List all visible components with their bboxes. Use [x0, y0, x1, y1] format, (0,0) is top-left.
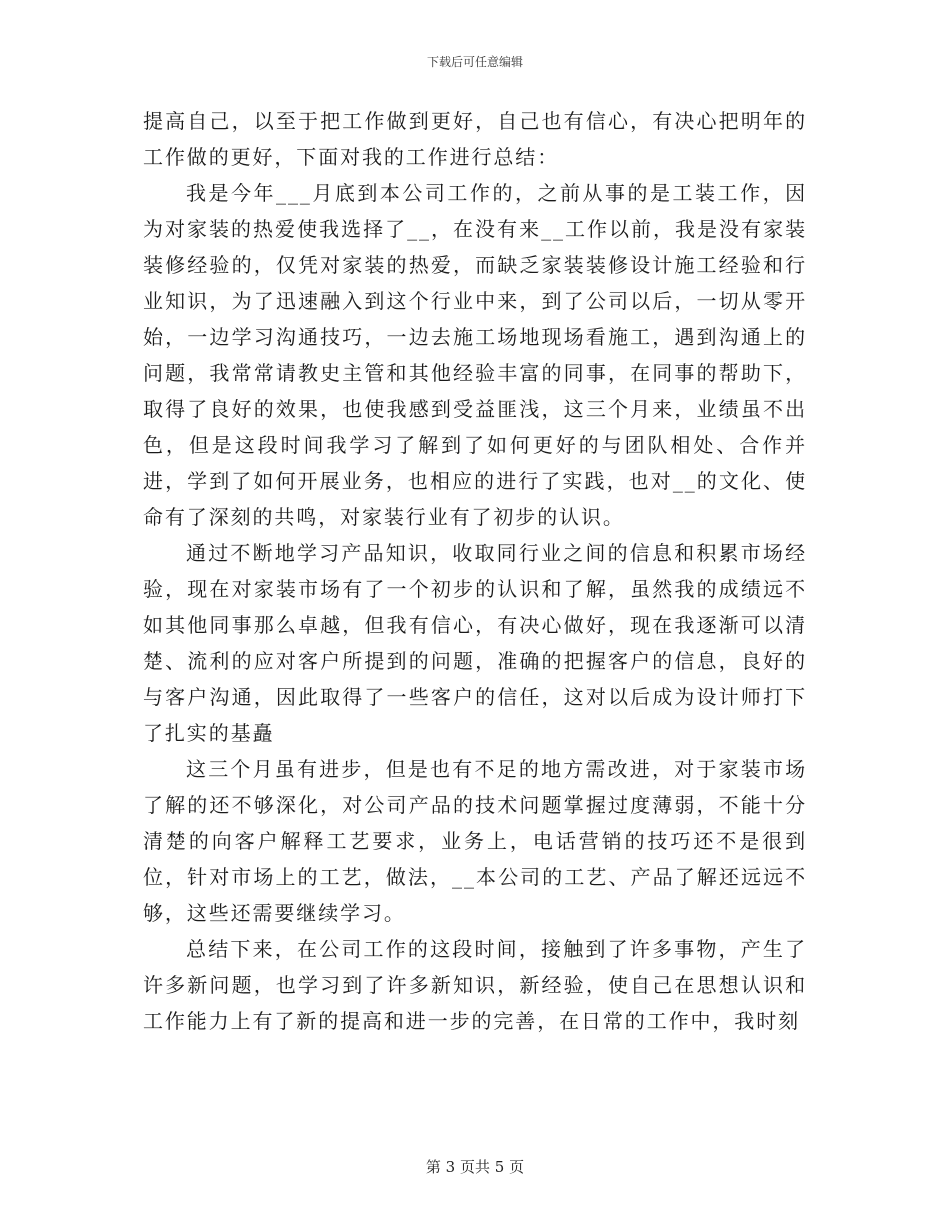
paragraph-4: 这三个月虽有进步，但是也有不足的地方需改进，对于家装市场了解的还不够深化，对公司产品的技术问题掌握过度薄弱，不能十分清楚的向客户解释工艺要求，业务上，电话营销的技巧还不是很到位，针对市场上的工艺，做法，__本公司的工艺、产品了解还远远不够，这些还需要继续学习。	[143, 757, 807, 925]
page-number: 第 3 页共 5 页	[425, 1158, 525, 1176]
paragraph-5: 总结下来，在公司工作的这段时间，接触到了许多事物，产生了许多新问题，也学习到了许多新知识，新经验，使自己在思想认识和工作能力上有了新的提高和进一步的完善，在日常的工作中，我时刻	[143, 937, 807, 1033]
paragraph-3: 通过不断地学习产品知识，收取同行业之间的信息和积累市场经验，现在对家装市场有了一个初步的认识和了解，虽然我的成绩远不如其他同事那么卓越，但我有信心，有决心做好，现在我逐渐可以清楚、流利的应对客户所提到的问题，准确的把握客户的信息，良好的与客户沟通，因此取得了一些客户的信任，这对以后成为设计师打下了扎实的基矗	[143, 541, 807, 745]
document-body	[143, 103, 807, 1039]
paragraph-1: 提高自己，以至于把工作做到更好，自己也有信心，有决心把明年的工作做的更好，下面对我的工作进行总结：	[143, 109, 807, 169]
page-header: 下载后可任意编辑	[426, 55, 523, 69]
paragraph-2: 我是今年___月底到本公司工作的，之前从事的是工装工作，因为对家装的热爱使我选择了__，在没有来__工作以前，我是没有家装装修经验的，仅凭对家装的热爱，而缺乏家装装修设计施工经验和行业知识，为了迅速融入到这个行业中来，到了公司以后，一切从零开始，一边学习沟通技巧，一边去施工场地现场看施工，遇到沟通上的问题，我常常请教史主管和其他经验丰富的同事，在同事的帮助下，取得了良好的效果，也使我感到受益匪浅，这三个月来，业绩虽不出色，但是这段时间我学习了解到了如何更好的与团队相处、合作并进，学到了如何开展业务，也相应的进行了实践，也对__的文化、使命有了深刻的共鸣，对家装行业有了初步的认识。	[143, 181, 807, 529]
